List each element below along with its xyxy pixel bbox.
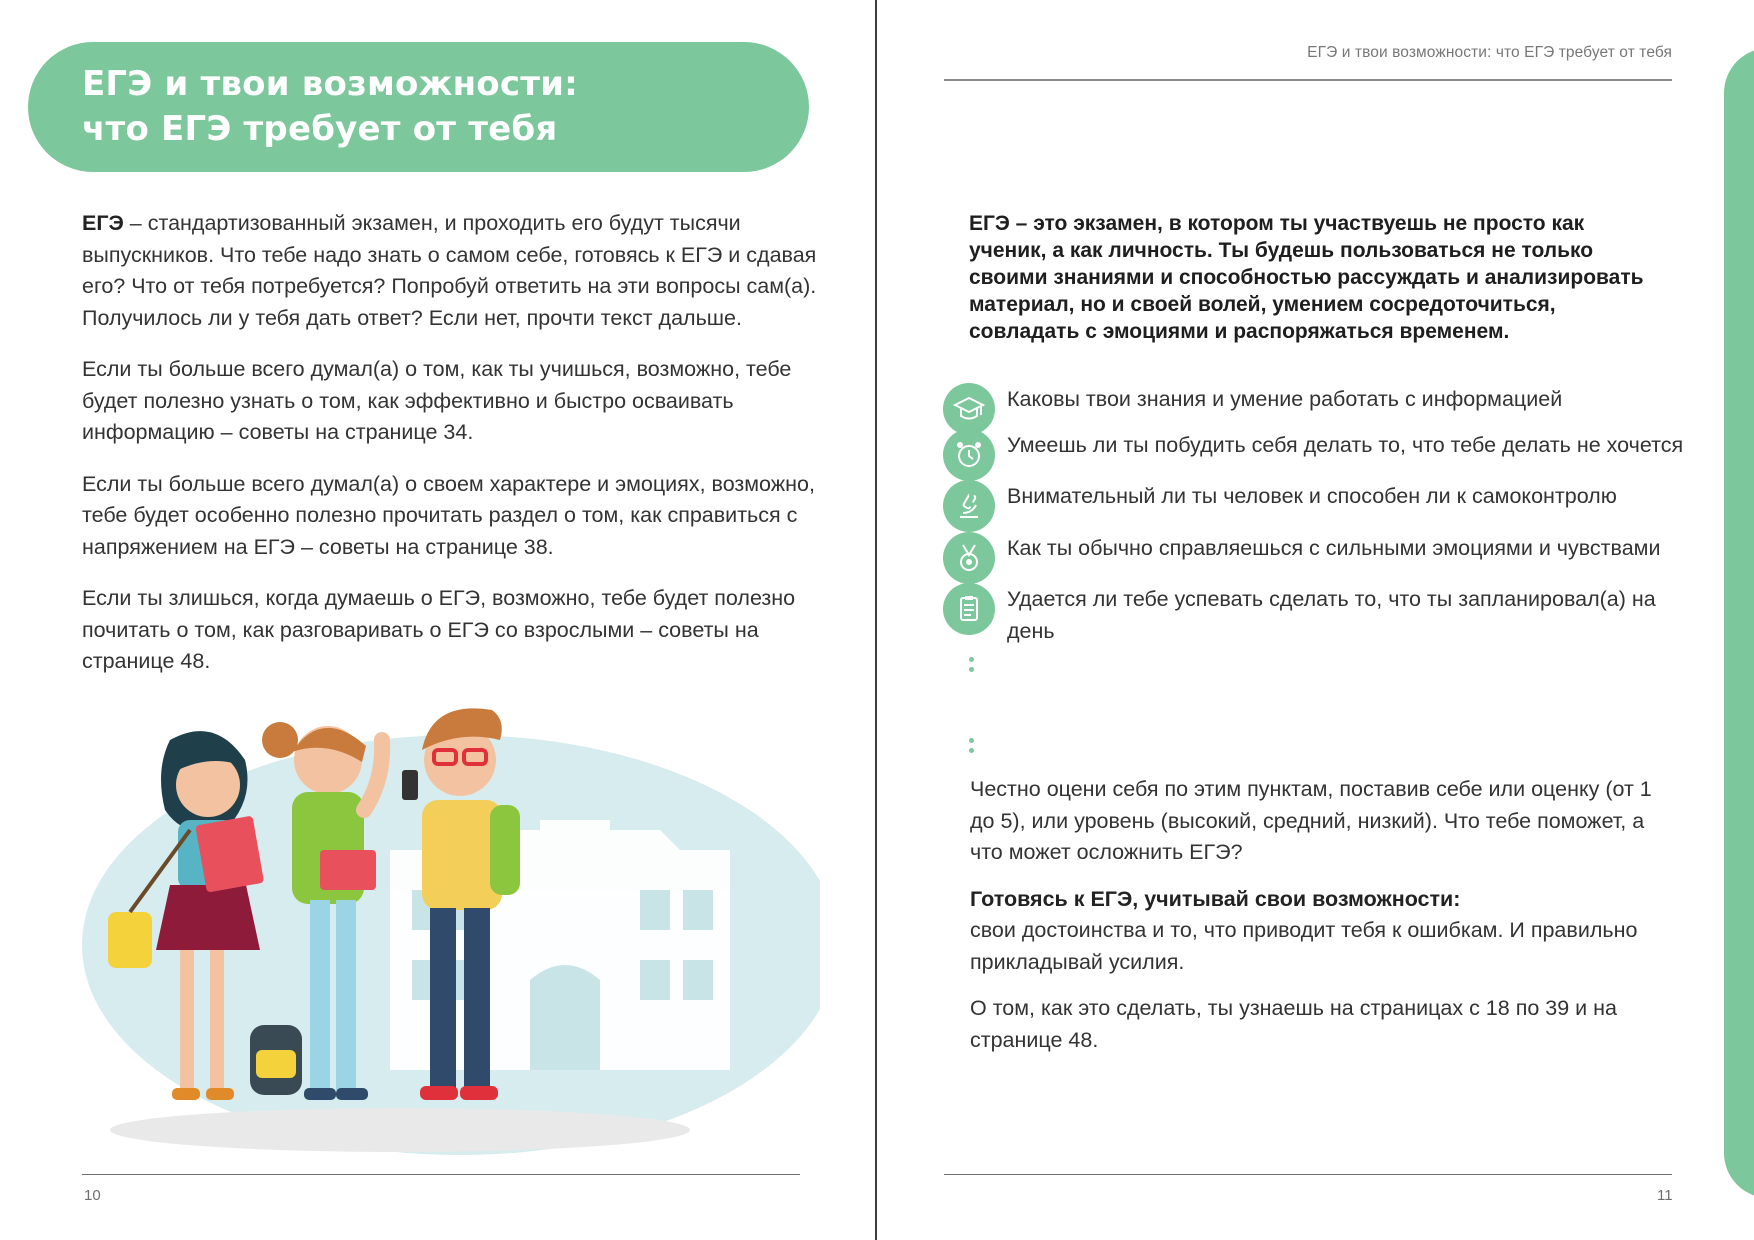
right-page: [877, 0, 1754, 1240]
list-item: [943, 481, 1703, 513]
connector-dots: [969, 492, 973, 512]
paragraph-emotions: Если ты больше всего думал(а) о своем характере и эмоциях, возможно, тебе будет особенно полезно прочитать раздел о том, как справиться с напряжением на ЕГЭ – советы на странице 38.: [82, 471, 815, 559]
connector-dots: [969, 577, 973, 587]
self-assessment-list: [943, 384, 1703, 647]
list-item-text: Умеешь ли ты побудить себя делать то, что тебе делать не хочется: [1007, 432, 1684, 457]
title-line-2: что ЕГЭ требует от тебя: [82, 109, 558, 149]
list-item: [943, 533, 1703, 565]
title-line-1: ЕГЭ и твои возможности:: [82, 64, 578, 104]
paragraph-pages: О том, как это сделать, ты узнаешь на страницах с 18 по 39 и на странице 48.: [970, 996, 1617, 1052]
list-item: [943, 584, 1703, 647]
prep-text: свои достоинства и то, что приводит тебя к ошибкам. И правильно прикладывай усилия.: [970, 918, 1638, 974]
list-item: [943, 384, 1703, 416]
paragraph-rate: Честно оцени себя по этим пунктам, поставив себе или оценку (от 1 до 5), или уровень (высокий, средний, низкий). Что тебе поможет, а что может осложнить ЕГЭ?: [970, 777, 1652, 864]
title-banner: [28, 42, 809, 172]
page-number-right: 11: [1657, 1187, 1673, 1204]
graduation-cap-icon: [943, 383, 995, 435]
students-illustration: [60, 700, 820, 1160]
paragraph-prep: [970, 884, 1670, 979]
list-item-text: Удается ли тебе успевать сделать то, что ты запланировал(а) на день: [1007, 587, 1656, 643]
page-title: [82, 62, 809, 152]
intro-bold-term: ЕГЭ: [82, 211, 124, 235]
chapter-edge-tab: [1724, 48, 1754, 1198]
left-footer-rule: [82, 1174, 800, 1175]
intro-statement: ЕГЭ – это экзамен, в котором ты участвуешь не просто как ученик, а как личность. Ты будешь пользоваться не только своими знаниями и способностью рассуждать и анализировать материал, но и своей волей, умением сосредоточиться, совладать с эмоциями и распоряжаться временем.: [969, 212, 1644, 343]
left-body: [82, 208, 822, 698]
left-page: [0, 0, 875, 1240]
backpack-figure: [250, 1025, 302, 1095]
right-footer-rule: [944, 1174, 1672, 1175]
page-number-left: 10: [84, 1187, 101, 1204]
prep-bold-lead: Готовясь к ЕГЭ, учитывай свои возможности:: [970, 886, 1461, 911]
connector-dots: [969, 657, 973, 677]
medal-icon: [943, 532, 995, 584]
alarm-clock-icon: [943, 429, 995, 481]
intro-text: – стандартизованный экзамен, и проходить его будут тысячи выпускников. Что тебе надо знать о самом себе, готовясь к ЕГЭ и сдавая его? Что от тебя потребуется? Попробуй ответить на эти вопросы сам(а). Получилось ли у тебя дать ответ? Если нет, прочти текст дальше.: [82, 211, 817, 330]
paragraph-anger: Если ты злишься, когда думаешь о ЕГЭ, возможно, тебе будет полезно почитать о том, как разговаривать о ЕГЭ со взрослыми – советы на странице 48.: [82, 586, 796, 673]
running-head: ЕГЭ и твои возможности: что ЕГЭ требует от тебя: [1307, 44, 1672, 61]
list-item-text: Внимательный ли ты человек и способен ли к самоконтролю: [1007, 484, 1617, 508]
list-item: [943, 430, 1703, 462]
list-item-text: Как ты обычно справляешься с сильными эмоциями и чувствами: [1007, 535, 1661, 560]
clipboard-icon: [943, 583, 995, 635]
header-rule: [944, 79, 1672, 81]
connector-dots: [969, 738, 973, 758]
list-item-text: Каковы твои знания и умение работать с информацией: [1007, 387, 1563, 411]
paragraph-learning: Если ты больше всего думал(а) о том, как ты учишься, возможно, тебе будет полезно узнать о том, как эффективно и быстро осваивать информацию – советы на странице 34.: [82, 357, 792, 444]
right-body: [970, 774, 1670, 1071]
paragraph-intro: [82, 208, 822, 334]
